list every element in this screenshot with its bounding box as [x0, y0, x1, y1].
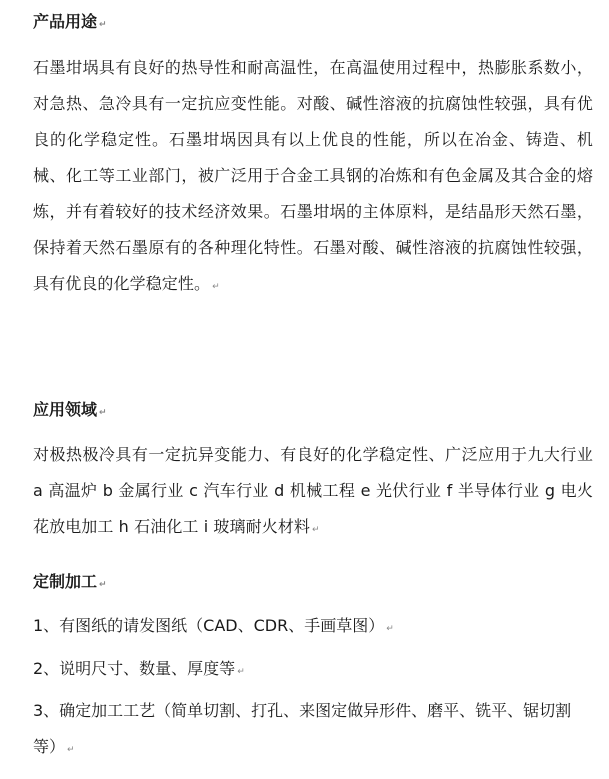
- paragraph-mark-icon: ↵: [99, 20, 107, 30]
- paragraph-mark-icon: ↵: [386, 624, 394, 634]
- section-heading-usage: [33, 12, 107, 35]
- heading-text: 产品用途: [33, 12, 98, 31]
- section-heading-application: [33, 400, 107, 423]
- usage-paragraph: [33, 50, 593, 305]
- paragraph-mark-icon: ↵: [312, 525, 320, 535]
- list-item-text: 3、确定加工工艺（简单切割、打孔、来图定做异形件、磨平、铣平、锯切割等）: [33, 701, 572, 756]
- custom-list-item: [33, 651, 245, 690]
- paragraph-mark-icon: ↵: [237, 667, 245, 677]
- section-heading-custom: [33, 572, 107, 595]
- list-item-text: 2、说明尺寸、数量、厚度等: [33, 659, 236, 678]
- custom-list-item: [33, 693, 593, 768]
- list-item-text: 1、有图纸的请发图纸（CAD、CDR、手画草图）: [33, 616, 385, 635]
- usage-text: 石墨坩埚具有良好的热导性和耐高温性，在高温使用过程中，热膨胀系数小，对急热、急冷具有一定抗应变性能。对酸、碱性溶液的抗腐蚀性较强，具有优良的化学稳定性。石墨坩埚因具有以上优良的性能，所以在冶金、铸造、机械、化工等工业部门，被广泛用于合金工具钢的冶炼和有色金属及其合金的熔炼，并有着较好的技术经济效果。石墨坩埚的主体原料，是结晶形天然石墨，保持着天然石墨原有的各种理化特性。石墨对酸、碱性溶液的抗腐蚀性较强，具有优良的化学稳定性。: [33, 58, 593, 293]
- paragraph-mark-icon: ↵: [212, 282, 220, 292]
- heading-text: 应用领域: [33, 400, 98, 419]
- custom-list-item: [33, 608, 394, 647]
- paragraph-mark-icon: ↵: [99, 580, 107, 590]
- application-paragraph: [33, 437, 593, 548]
- application-text: 对极热极冷具有一定抗异变能力、有良好的化学稳定性、广泛应用于九大行业 a 高温炉 b 金属行业 c 汽车行业 d 机械工程 e 光伏行业 f 半导体行业 g 电火花放电加工 h 石油化工 i 玻璃耐火材料: [33, 445, 593, 536]
- paragraph-mark-icon: ↵: [67, 745, 75, 755]
- heading-text: 定制加工: [33, 572, 98, 591]
- paragraph-mark-icon: ↵: [99, 408, 107, 418]
